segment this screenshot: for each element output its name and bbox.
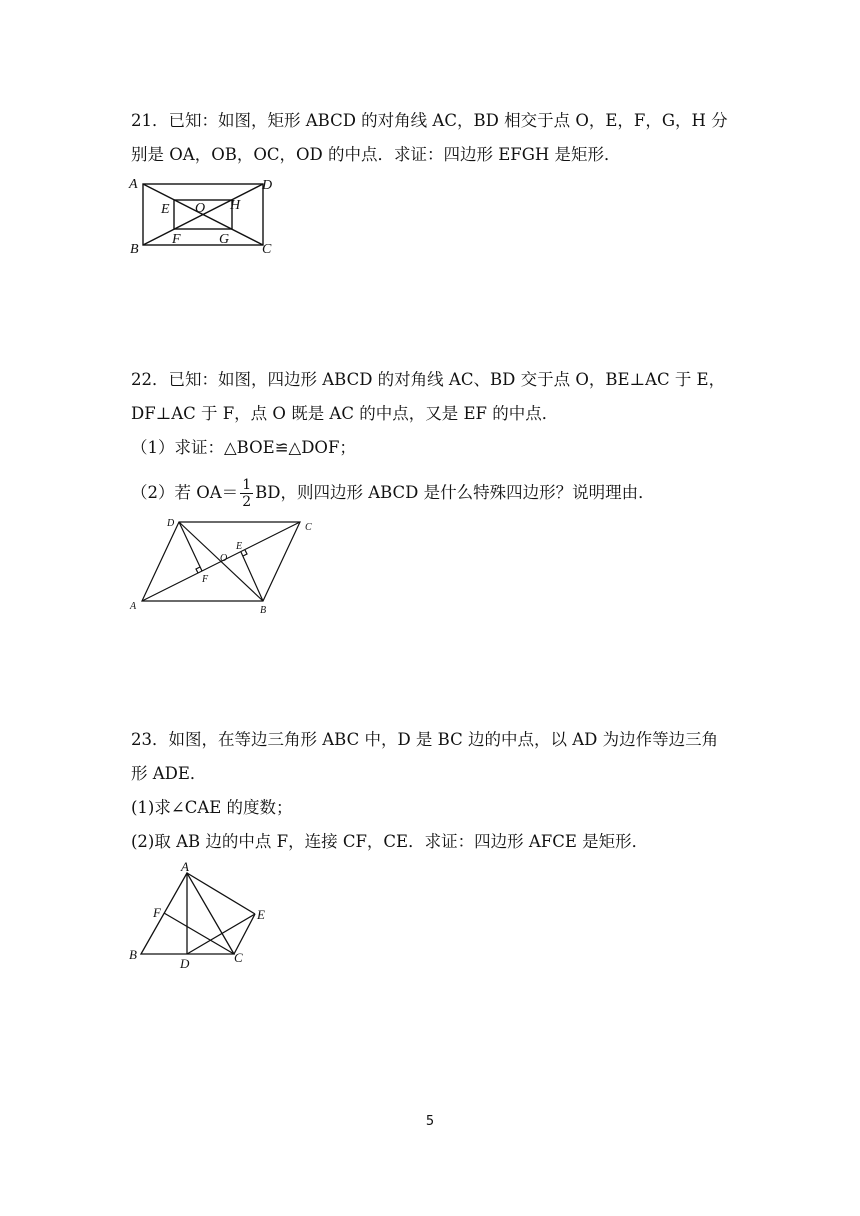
segment-be <box>241 552 263 601</box>
label-A: A <box>130 601 137 612</box>
label-O: O <box>195 201 206 216</box>
right-angle-mark-e <box>243 550 247 556</box>
label-B: B <box>129 947 137 962</box>
q23-line-4: (2)取 AB 边的中点 F，连接 CF，CE．求证：四边形 AFCE 是矩形． <box>131 832 649 851</box>
q22-line-4 <box>131 477 655 510</box>
label-C: C <box>262 242 272 257</box>
page-number: 5 <box>425 1114 435 1129</box>
fraction-denominator: 2 <box>242 494 252 510</box>
label-H: H <box>230 198 241 213</box>
segment-cf <box>164 913 234 954</box>
q23-line-1: 23．如图，在等边三角形 ABC 中，D 是 BC 边的中点，以 AD 为边作等边三角 <box>131 730 719 749</box>
label-E: E <box>257 907 265 922</box>
label-A: A <box>181 862 189 874</box>
fraction-one-half <box>240 477 253 510</box>
label-E: E <box>161 202 170 217</box>
segment-df <box>179 522 202 571</box>
q22-line-4-suffix: BD，则四边形 ABCD 是什么特殊四边形？说明理由． <box>255 483 655 502</box>
figure-22-parallelogram <box>124 512 324 618</box>
segment-ae <box>187 873 255 914</box>
q21-line-2: 别是 OA，OB，OC，OD 的中点．求证：四边形 EFGH 是矩形． <box>131 145 621 164</box>
label-B: B <box>130 242 139 257</box>
label-B: B <box>260 605 267 616</box>
label-C: C <box>305 522 312 533</box>
q22-line-1: 22．已知：如图，四边形 ABCD 的对角线 AC、BD 交于点 O，BE⊥AC 于 E， <box>131 370 726 389</box>
q21-line-1: 21．已知：如图，矩形 ABCD 的对角线 AC，BD 相交于点 O，E，F，G，H 分 <box>131 111 728 130</box>
label-E: E <box>236 541 243 552</box>
label-G: G <box>219 232 230 247</box>
label-A: A <box>129 177 138 192</box>
figure-23-triangles <box>124 862 274 970</box>
q23-line-2: 形 ADE． <box>131 764 207 783</box>
label-D: D <box>180 956 190 970</box>
q23-line-3: (1)求∠CAE 的度数； <box>131 798 293 817</box>
label-D: D <box>262 178 273 193</box>
q22-line-3: （1）求证：△BOE≌△DOF； <box>131 438 356 457</box>
label-C: C <box>234 950 243 965</box>
figure-21-rectangle <box>124 173 284 261</box>
q22-line-2: DF⊥AC 于 F，点 O 既是 AC 的中点，又是 EF 的中点． <box>131 404 559 423</box>
q22-line-4-prefix: （2）若 OA＝ <box>131 483 239 502</box>
label-F: F <box>172 232 181 247</box>
label-F: F <box>153 905 161 920</box>
label-O: O <box>220 553 228 564</box>
label-F: F <box>202 574 209 585</box>
fraction-numerator: 1 <box>242 477 252 493</box>
label-D: D <box>167 518 175 529</box>
